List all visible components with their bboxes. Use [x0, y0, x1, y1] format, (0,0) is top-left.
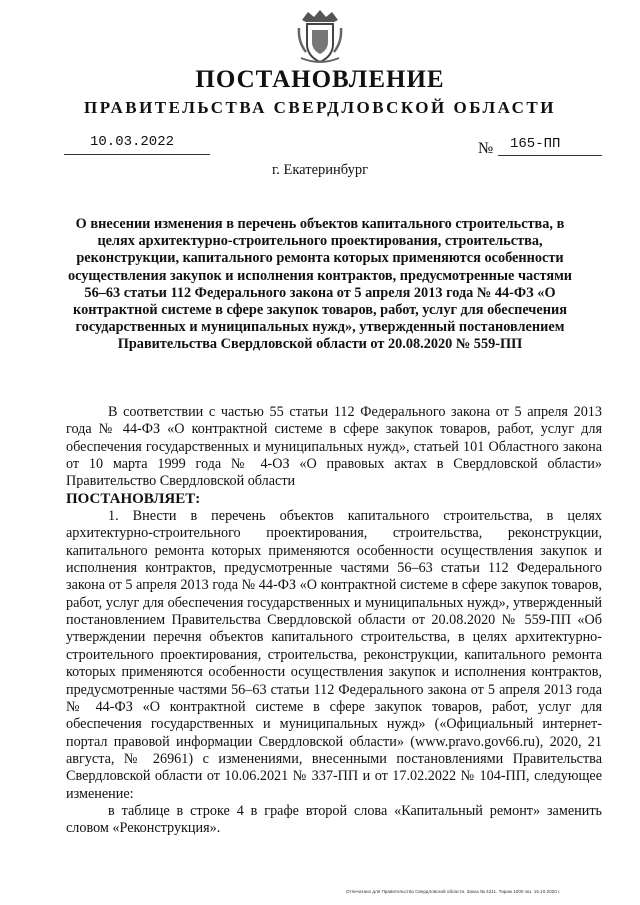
item-1-paragraph: 1. Внести в перечень объектов капитального строительства, в целях архитектурно-строительного проектирования, строительства, реконструкции, капитального ремонта которых применяются особенности осуществления закупок и исполнения контрактов, предусмотренные частями 56–63 статьи 112 Федерального закона от 5 апреля 2013 года № 44-ФЗ «О контрактной системе в сфере закупок товаров, работ, услуг для обеспечения государственных и муниципальных нужд», утвержденный постановлением Правительства Свердловской области от 20.08.2020 № 559-ПП «Об утверждении перечня объектов капитального строительства, в целях архитектурно-строительного проектирования, строительства, реконструкции, капитального ремонта которых применяются особенности осуществления закупок и исполнения контрактов, предусмотренные частями 56–63 статьи 112 Федерального закона от 5 апреля 2013 года № 44-ФЗ «О контрактной системе в сфере закупок товаров, работ, услуг для обеспечения государственных и муниципальных нужд» («Официальный интернет-портал правовой информации Свердловской области» (www.pravo.gov66.ru), 2020, 21 августа, № 26961) с изменениями, внесенными постановлениями Правительства Свердловской области от 10.06.2021 № 337-ПП и от 17.02.2022 № 104-ПП, следующее изменение: — [66, 508, 602, 802]
number-underline — [498, 155, 602, 156]
preamble-paragraph: В соответствии с частью 55 статьи 112 Федерального закона от 5 апреля 2013 года № 44-ФЗ «О контрактной системе в сфере закупок товаров, работ, услуг для обеспечения государственных и муниципальных нужд», статьей 101 Областного закона от 10 марта 1999 года № 4-ОЗ «О правовых актах в Свердловской области» Правительство Свердловской области — [66, 404, 602, 490]
resolves-label: ПОСТАНОВЛЯЕТ: — [66, 490, 201, 507]
date-underline — [64, 154, 210, 155]
document-heading: О внесении изменения в перечень объектов капитального строительства, в целях архитектурно-строительного проектирования, строительства, реконструкции, капитального ремонта которых применяются особенности осуществления закупок и исполнения контрактов, предусмотренные частями 56–63 статьи 112 Федерального закона от 5 апреля 2013 года № 44-ФЗ «О контрактной системе в сфере закупок товаров, работ, услуг для обеспечения государственных и муниципальных нужд», утвержденный постановлением Правительства Свердловской области от 20.08.2020 № 559-ПП — [67, 216, 573, 353]
print-footer: Отпечатано для Правительства Свердловской области. Заказ № 4211. Тираж 1000 экз. 16.10.2020 г. — [346, 889, 561, 894]
coat-of-arms-icon — [296, 8, 344, 66]
document-body — [66, 404, 602, 838]
item-1-change-paragraph: в таблице в строке 4 в графе второй слова «Капитальный ремонт» заменить словом «Реконструкция». — [66, 802, 602, 837]
issuer-title: ПРАВИТЕЛЬСТВА СВЕРДЛОВСКОЙ ОБЛАСТИ — [84, 98, 556, 117]
document-city: г. Екатеринбург — [271, 162, 369, 178]
document-number: 165-ПП — [510, 136, 561, 152]
number-sign: № — [478, 140, 494, 157]
document-title: ПОСТАНОВЛЕНИЕ — [195, 66, 445, 93]
document-date: 10.03.2022 — [90, 134, 175, 150]
